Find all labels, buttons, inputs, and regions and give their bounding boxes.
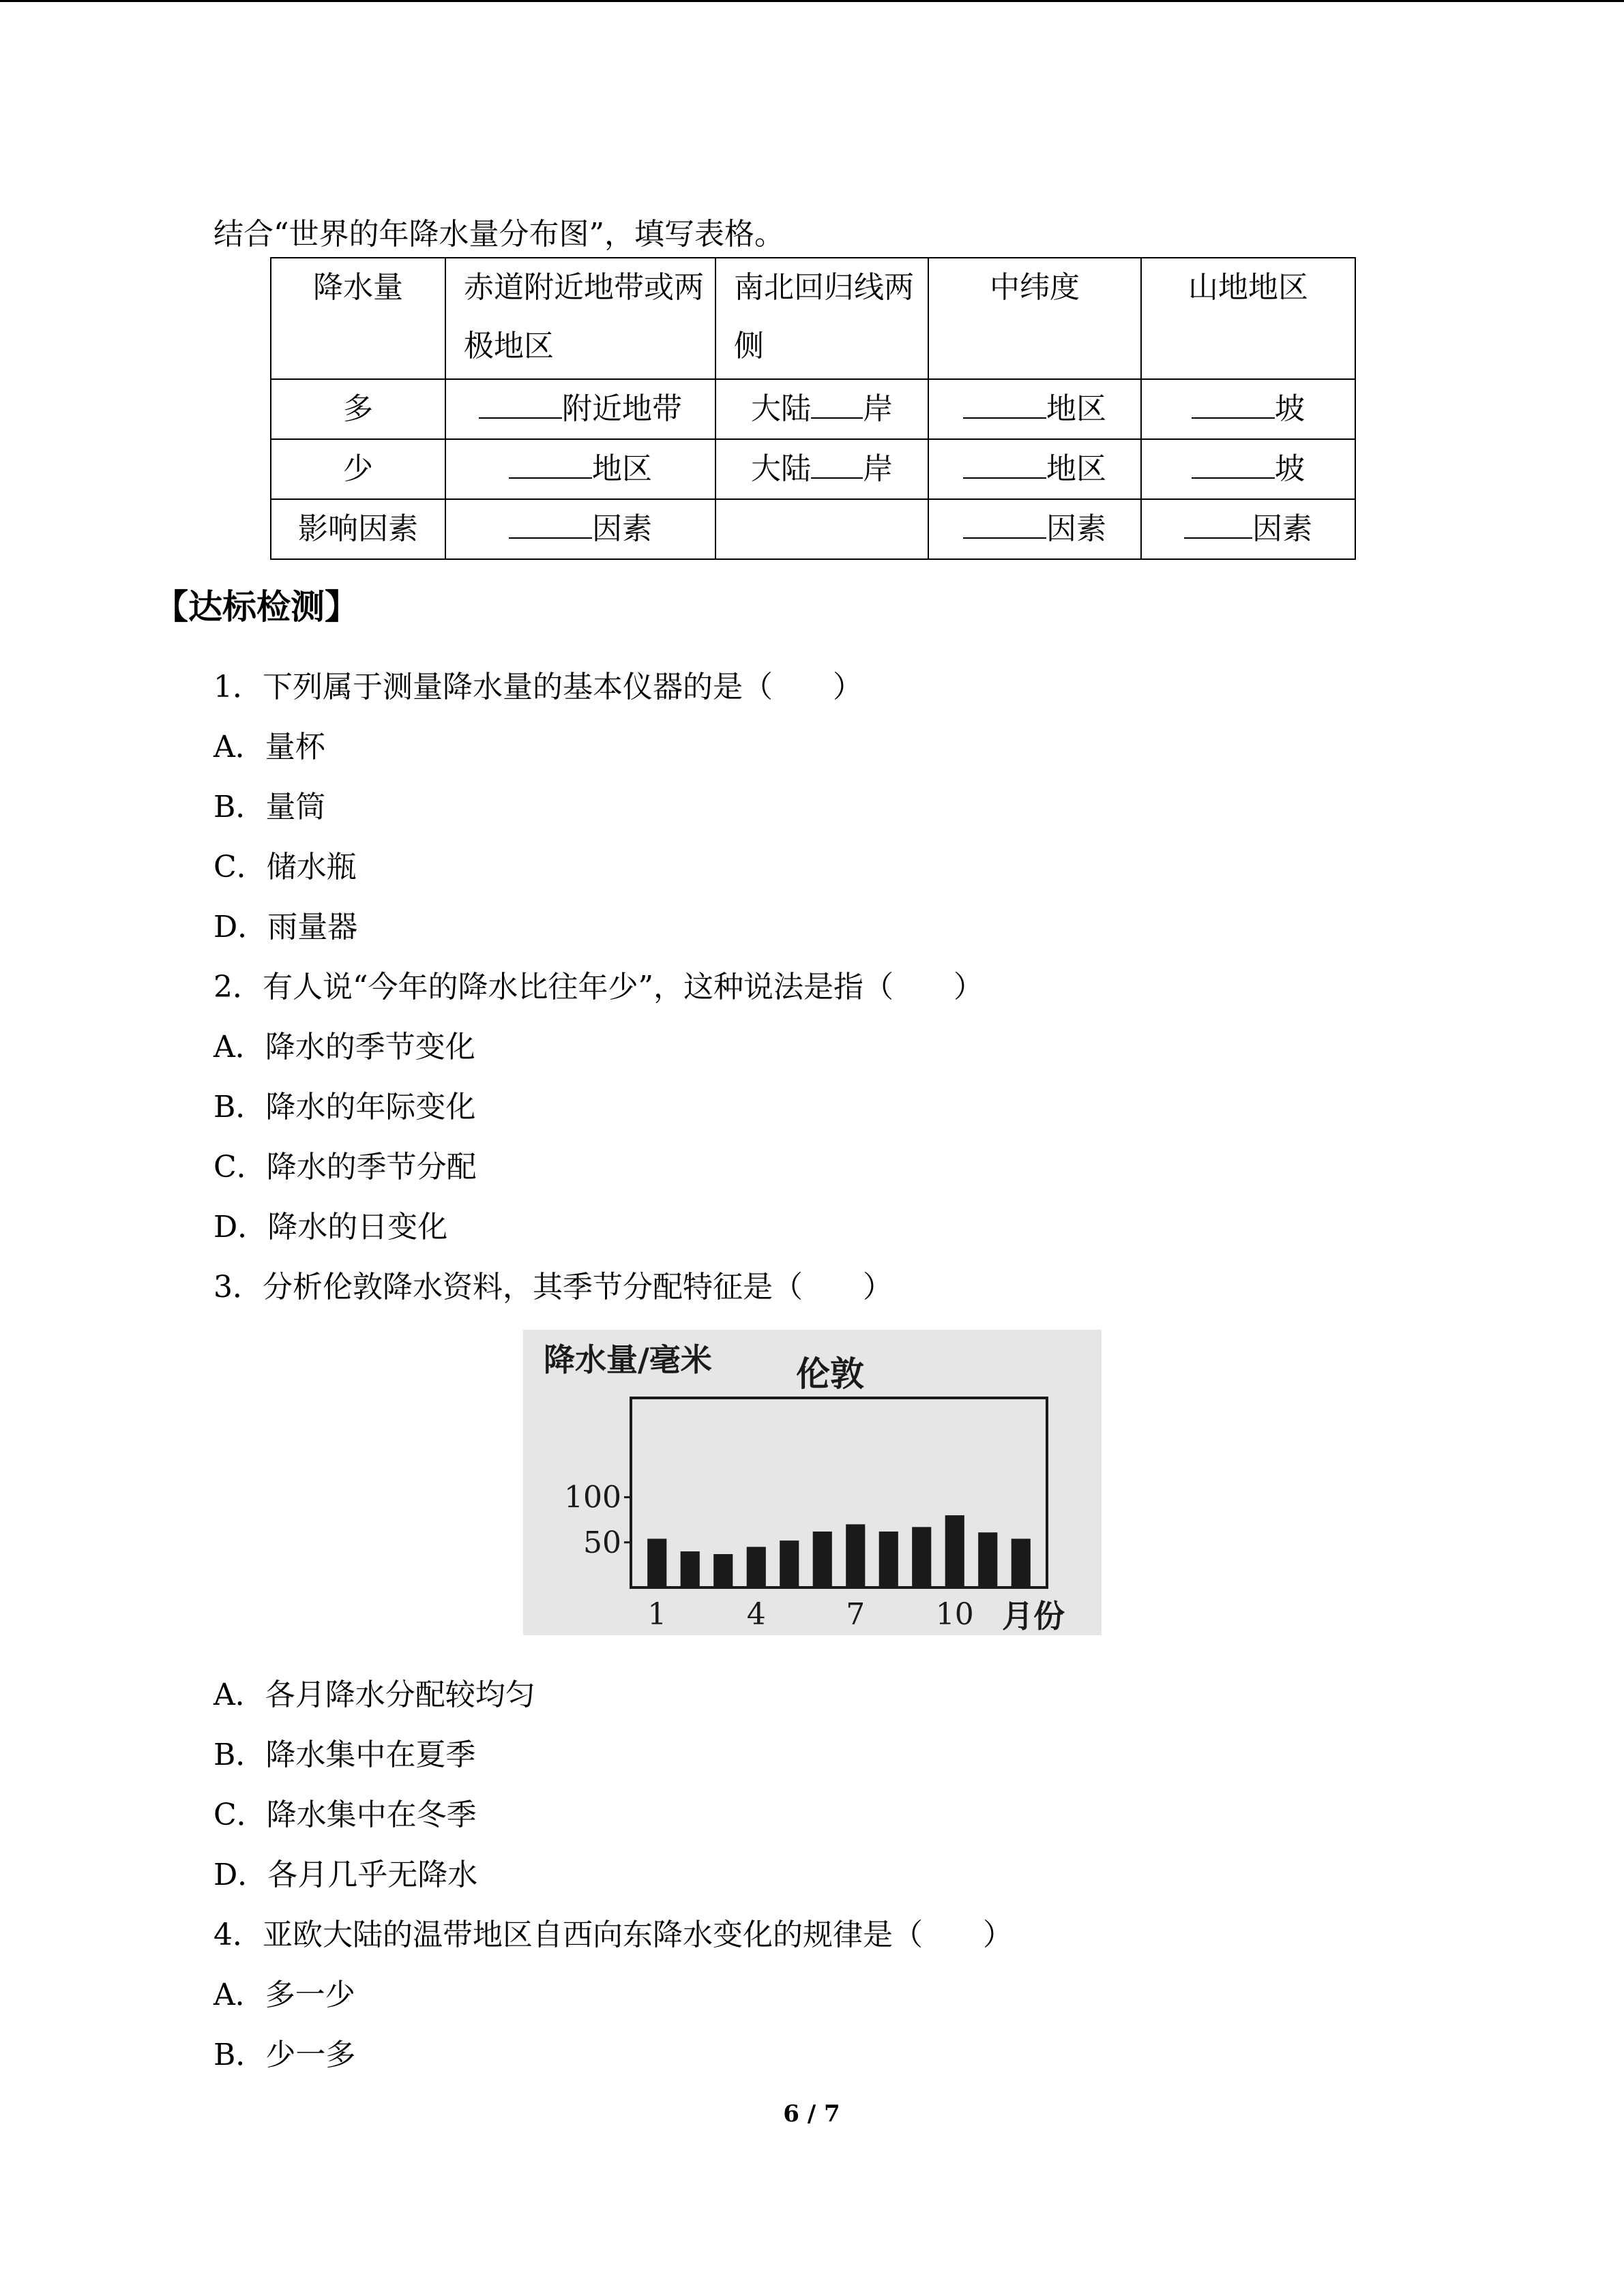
answer-blank[interactable] bbox=[811, 387, 863, 419]
page-number: 6 / 7 bbox=[783, 2100, 840, 2128]
answer-blank[interactable] bbox=[1192, 447, 1275, 479]
option-b[interactable]: B．降水的年际变化 bbox=[213, 1090, 476, 1124]
y-tick-label: 100 bbox=[564, 1480, 621, 1515]
answer-cell: 地区 bbox=[445, 439, 715, 499]
bar-month-1 bbox=[647, 1539, 666, 1587]
bar-month-3 bbox=[713, 1554, 733, 1587]
answer-blank[interactable] bbox=[1192, 387, 1275, 419]
header-cell: 赤道附近地带或两极地区 bbox=[445, 258, 715, 379]
row-label: 影响因素 bbox=[271, 499, 445, 559]
answer-blank[interactable] bbox=[811, 447, 863, 479]
option-a[interactable]: A．降水的季节变化 bbox=[213, 1030, 475, 1064]
answer-cell: 因素 bbox=[1141, 499, 1355, 559]
option-d[interactable]: D．降水的日变化 bbox=[213, 1210, 448, 1244]
option-d[interactable]: D．雨量器 bbox=[213, 910, 358, 944]
bar-month-10 bbox=[945, 1515, 964, 1587]
table-row bbox=[271, 439, 1355, 499]
y-tick-label: 50 bbox=[583, 1525, 621, 1560]
option-a[interactable]: A．各月降水分配较均匀 bbox=[213, 1678, 535, 1712]
header-cell: 山地地区 bbox=[1141, 258, 1355, 379]
option-c[interactable]: C．储水瓶 bbox=[213, 850, 357, 884]
x-tick-label: 1 bbox=[647, 1597, 667, 1632]
table-row bbox=[271, 499, 1355, 559]
answer-cell: 坡 bbox=[1141, 439, 1355, 499]
london-precipitation-chart bbox=[523, 1330, 1102, 1635]
answer-blank[interactable] bbox=[963, 447, 1046, 479]
bar-month-12 bbox=[1012, 1539, 1031, 1587]
answer-blank[interactable] bbox=[479, 387, 562, 419]
header-cell: 降水量 bbox=[271, 258, 445, 379]
answer-cell: 大陆 岸 bbox=[715, 439, 928, 499]
option-c[interactable]: C．降水的季节分配 bbox=[213, 1150, 477, 1184]
precipitation-table bbox=[270, 257, 1356, 560]
answer-blank[interactable] bbox=[1184, 507, 1252, 539]
table-row bbox=[271, 379, 1355, 439]
bar-month-7 bbox=[846, 1524, 865, 1587]
answer-blank[interactable] bbox=[963, 507, 1046, 539]
question-stem: 3．分析伦敦降水资料，其季节分配特征是（ ） bbox=[213, 1270, 893, 1304]
option-b[interactable]: B．少一多 bbox=[213, 2038, 356, 2072]
header-cell: 南北回归线两侧 bbox=[715, 258, 928, 379]
answer-blank[interactable] bbox=[963, 387, 1046, 419]
bar-month-8 bbox=[879, 1532, 898, 1587]
header-cell: 中纬度 bbox=[928, 258, 1141, 379]
answer-cell: 坡 bbox=[1141, 379, 1355, 439]
bar-month-9 bbox=[912, 1527, 931, 1587]
bar-month-5 bbox=[780, 1540, 799, 1587]
chart-svg bbox=[523, 1330, 1102, 1635]
option-c[interactable]: C．降水集中在冬季 bbox=[213, 1798, 477, 1832]
y-axis-label: 降水量/毫米 bbox=[544, 1341, 712, 1378]
answer-blank[interactable] bbox=[509, 507, 592, 539]
answer-blank[interactable] bbox=[509, 447, 592, 479]
option-b[interactable]: B．降水集中在夏季 bbox=[213, 1738, 476, 1772]
x-tick-label: 7 bbox=[846, 1597, 866, 1632]
answer-cell: 因素 bbox=[445, 499, 715, 559]
bar-month-6 bbox=[813, 1532, 832, 1587]
bar-month-11 bbox=[978, 1532, 997, 1587]
question-stem: 1．下列属于测量降水量的基本仪器的是（ ） bbox=[213, 670, 863, 704]
top-border bbox=[0, 0, 1624, 2]
answer-cell: 大陆 岸 bbox=[715, 379, 928, 439]
x-tick-label: 10 bbox=[935, 1597, 974, 1632]
option-a[interactable]: A．多一少 bbox=[213, 1978, 355, 2012]
option-b[interactable]: B．量筒 bbox=[213, 790, 326, 824]
option-d[interactable]: D．各月几乎无降水 bbox=[213, 1858, 478, 1892]
x-tick-label: 4 bbox=[746, 1597, 766, 1632]
row-label: 多 bbox=[271, 379, 445, 439]
section-title: 【达标检测】 bbox=[154, 587, 359, 627]
answer-cell: 地区 bbox=[928, 439, 1141, 499]
bar-month-2 bbox=[681, 1551, 700, 1587]
answer-cell: 附近地带 bbox=[445, 379, 715, 439]
question-stem: 2．有人说“今年的降水比往年少”，这种说法是指（ ） bbox=[213, 970, 984, 1004]
answer-cell: 地区 bbox=[928, 379, 1141, 439]
bar-month-4 bbox=[747, 1547, 766, 1587]
answer-cell: 因素 bbox=[928, 499, 1141, 559]
empty-cell bbox=[715, 499, 928, 559]
x-axis-label: 月份 bbox=[1002, 1598, 1065, 1635]
chart-title: 伦敦 bbox=[796, 1354, 864, 1394]
option-a[interactable]: A．量杯 bbox=[213, 730, 325, 764]
table-header-row bbox=[271, 258, 1355, 379]
row-label: 少 bbox=[271, 439, 445, 499]
question-stem: 4．亚欧大陆的温带地区自西向东降水变化的规律是（ ） bbox=[213, 1918, 1013, 1952]
intro-text: 结合“世界的年降水量分布图”，填写表格。 bbox=[213, 217, 784, 252]
